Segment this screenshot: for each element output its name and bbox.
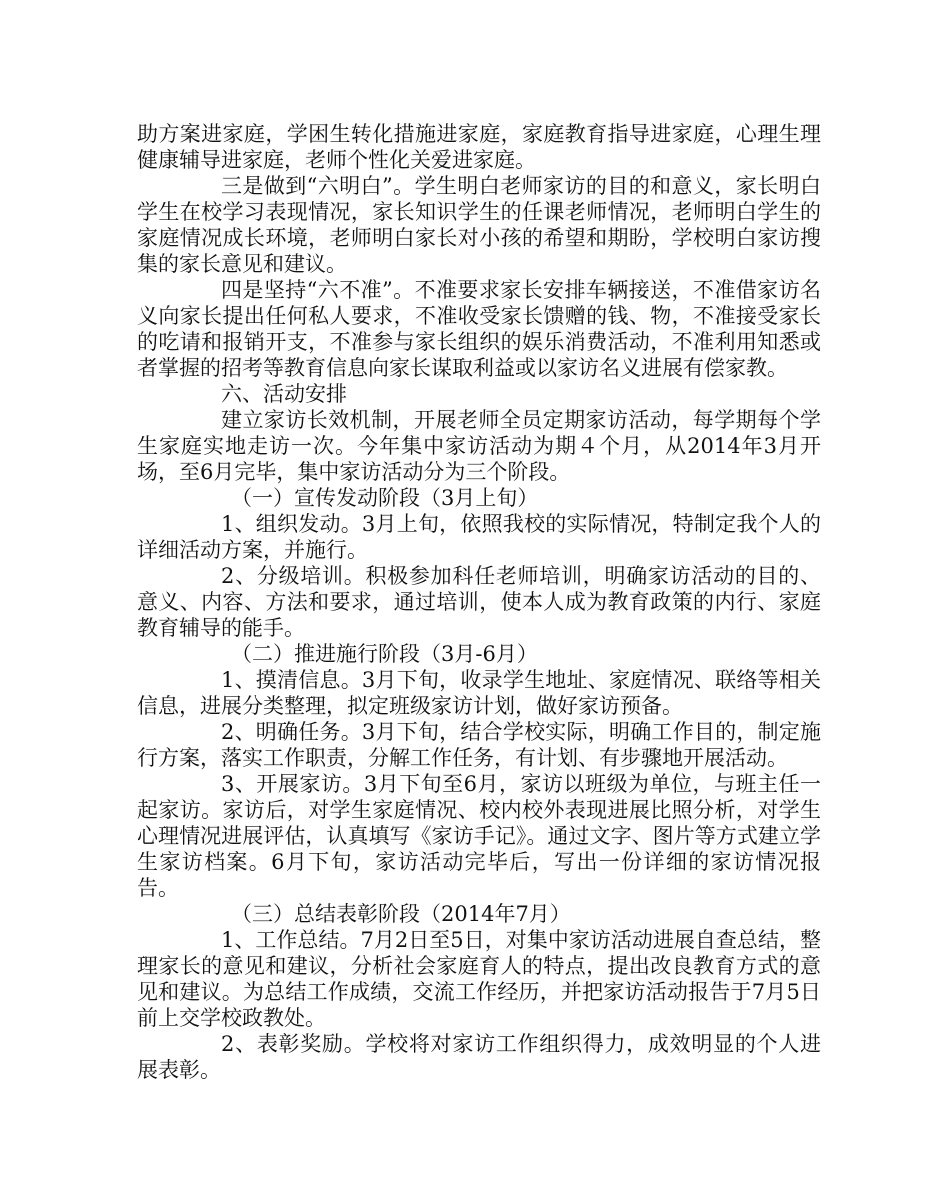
stage-heading-implementation: （二）推进施行阶段（3月-6月） [231,642,538,666]
paragraph-home-assistance-plan: 助方案进家庭，学困生转化措施进家庭，家庭教育指导进家庭，心理生理健康辅导进家庭，老师个性化关爱进家庭。 [137,122,821,172]
paragraph-organize-mobilize: 1、组织发动。3月上旬，依照我校的实际情况，特制定我个人的详细活动方案，并施行。 [137,512,821,562]
paragraph-commendation: 2、表彰奖励。学校将对家访工作组织得力，成效明显的个人进展表彰。 [137,1032,821,1082]
stage-heading-summary: （三）总结表彰阶段（2014年7月） [231,902,571,926]
document-page [137,121,821,1083]
paragraph-collect-information: 1、摸清信息。3月下旬，收录学生地址、家庭情况、联络等相关信息，进展分类整理，拟定班级家访计划，做好家访预备。 [137,668,821,718]
paragraph-conduct-visits: 3、开展家访。3月下旬至6月，家访以班级为单位，与班主任一起家访。家访后，对学生家庭情况、校内校外表现进展比照分析，对学生心理情况进展评估，认真填写《家访手记》。通过文字、图片等方式建立学生家访档案。6月下旬，家访活动完毕后，写出一份详细的家访情况报告。 [137,772,821,900]
paragraph-six-understandings: 三是做到“六明白”。学生明白老师家访的目的和意义，家长明白学生在校学习表现情况，家长知识学生的任课老师情况，老师明白学生的家庭情况成长环境，老师明白家长对小孩的希望和期盼，学校明白家访搜集的家长意见和建议。 [137,174,821,276]
paragraph-graded-training: 2、分级培训。积极参加科任老师培训，明确家访活动的目的、意义、内容、方法和要求，通过培训，使本人成为教育政策的内行、家庭教育辅导的能手。 [137,564,821,640]
paragraph-work-summary: 1、工作总结。7月2日至5日，对集中家访活动进展自查总结，整理家长的意见和建议，分析社会家庭育人的特点，提出改良教育方式的意见和建议。为总结工作成绩，交流工作经历，并把家访活动报告于7月5日前上交学校政教处。 [137,928,821,1030]
paragraph-define-tasks: 2、明确任务。3月下旬，结合学校实际，明确工作目的，制定施行方案，落实工作职责，分解工作任务，有计划、有步骤地开展活动。 [137,720,821,770]
section-heading-activity-arrangement: 六、活动安排 [221,382,347,406]
stage-heading-publicity: （一）宣传发动阶段（3月上旬） [231,486,539,510]
paragraph-long-term-mechanism: 建立家访长效机制，开展老师全员定期家访活动，每学期每个学生家庭实地走访一次。今年集中家访活动为期４个月，从2014年3月开场，至6月完毕，集中家访活动分为三个阶段。 [137,408,821,484]
paragraph-six-prohibitions: 四是坚持“六不准”。不准要求家长安排车辆接送，不准借家访名义向家长提出任何私人要求，不准收受家长馈赠的钱、物，不准接受家长的吃请和报销开支，不准参与家长组织的娱乐消费活动，不准利用知悉或者掌握的招考等教育信息向家长谋取利益或以家访名义进展有偿家教。 [137,278,821,380]
